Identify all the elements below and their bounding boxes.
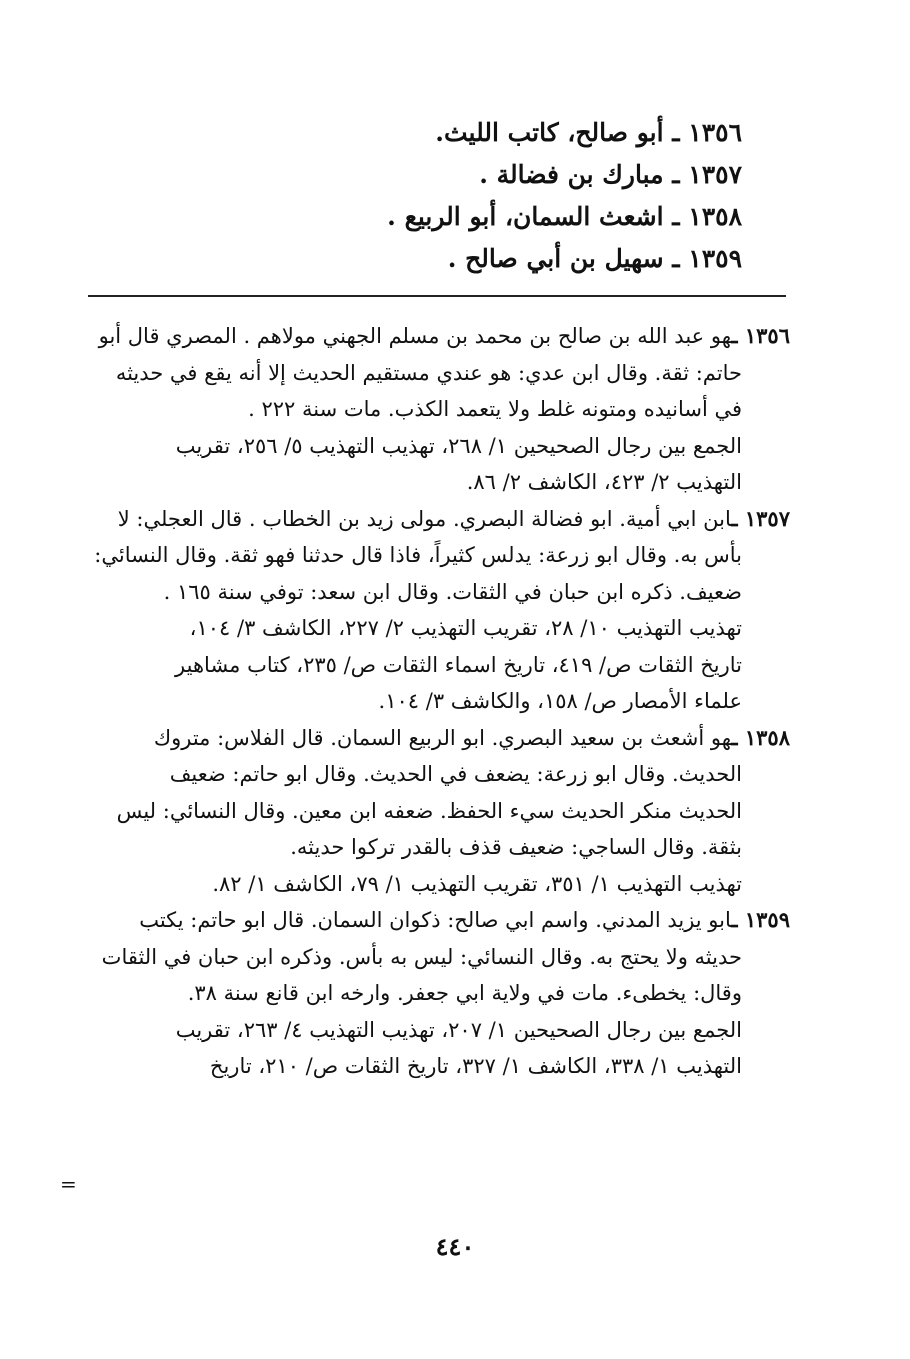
footnote-line: ١٣٥٨ ـهو أشعث بن سعيد البصري. ابو الربيع السمان. قال الفلاس: متروك [153, 724, 790, 750]
footnote-reference: التهذيب ٢/ ٤٢٣، الكاشف ٢/ ٨٦. [466, 470, 742, 494]
footnote-separator [88, 295, 786, 297]
footnote-reference: تهذيب التهذيب ١/ ٣٥١، تقريب التهذيب ١/ ٧٩، الكاشف ١/ ٨٢. [212, 871, 742, 896]
main-entries-list [182, 112, 742, 280]
footnote-line: الحديث منكر الحديث سيء الحفظ. ضعفه ابن معين. وقال النسائي: ليس [116, 798, 742, 823]
footnotes [92, 318, 790, 1085]
footnote-line: الحديث. وقال ابو زرعة: يضعف في الحديث. وقال ابو حاتم: ضعيف [169, 762, 742, 786]
footnote-line: حديثه ولا يحتج به. وقال النسائي: ليس به بأس. وذكره ابن حبان في الثقات [101, 944, 742, 969]
footnote-number: ١٣٥٦ ـ [731, 323, 790, 348]
footnote-line: ١٣٥٦ ـهو عبد الله بن صالح بن محمد بن مسلم الجهني مولاهم . المصري قال أبو [98, 323, 790, 348]
main-entry: ١٣٥٨ ـ اشعث السمان، أبو الربيع . [387, 202, 742, 231]
footnote-reference: علماء الأمصار ص/ ١٥٨، والكاشف ٣/ ١٠٤. [378, 689, 742, 713]
footnote-reference: التهذيب ١/ ٣٣٨، الكاشف ١/ ٣٢٧، تاريخ الثقات ص/ ٢١٠، تاريخ [209, 1054, 742, 1078]
footnote-line: ١٣٥٧ ـابن ابي أمية. ابو فضالة البصري. مولى زيد بن الخطاب . قال العجلي: لا [117, 505, 790, 531]
footnote-line: ضعيف. ذكره ابن حبان في الثقات. وقال ابن سعد: توفي سنة ١٦٥ . [163, 579, 742, 604]
footnote-number: ١٣٥٩ ـ [731, 907, 790, 932]
main-entry: ١٣٥٦ ـ أبو صالح، كاتب الليث. [435, 118, 742, 147]
footnote-1358 [92, 720, 790, 903]
page-number: ٤٤٠ [435, 1232, 475, 1261]
footnote-1359 [92, 902, 790, 1085]
footnote-line: ١٣٥٩ ـابو يزيد المدني. واسم ابي صالح: ذكوان السمان. قال ابو حاتم: يكتب [139, 907, 790, 932]
footnote-line: حاتم: ثقة. وقال ابن عدي: هو عندي مستقيم الحديث إلا أنه يقع في حديثه [115, 360, 742, 385]
footnote-number: ١٣٥٧ ـ [731, 505, 790, 531]
footnote-reference: الجمع بين رجال الصحيحين ١/ ٢٦٨، تهذيب التهذيب ٥/ ٢٥٦، تقريب [175, 433, 742, 458]
footnote-1356 [92, 318, 790, 501]
footnote-line: بثقة. وقال الساجي: ضعيف قذف بالقدر تركوا حديثه. [290, 835, 742, 859]
footnote-reference: الجمع بين رجال الصحيحين ١/ ٢٠٧، تهذيب التهذيب ٤/ ٢٦٣، تقريب [175, 1017, 742, 1042]
continuation-mark: = [60, 1172, 77, 1196]
footnote-reference: تهذيب التهذيب ١٠/ ٢٨، تقريب التهذيب ٢/ ٢٢٧، الكاشف ٣/ ١٠٤، [189, 616, 742, 640]
footnote-reference: تاريخ الثقات ص/ ٤١٩، تاريخ اسماء الثقات ص/ ٢٣٥، كتاب مشاهير [175, 652, 742, 677]
footnote-line: في أسانيده ومتونه غلط ولا يتعمد الكذب. مات سنة ٢٢٢ . [248, 397, 742, 421]
footnote-line: وقال: يخطىء. مات في ولاية ابي جعفر. وارخه ابن قانع سنة ٣٨. [187, 981, 742, 1005]
footnote-number: ١٣٥٨ ـ [731, 724, 790, 750]
footnote-line: بأس به. وقال ابو زرعة: يدلس كثيراً، فاذا قال حدثنا فهو ثقة. وقال النسائي: [94, 543, 742, 567]
footnote-1357 [92, 501, 790, 720]
main-entry: ١٣٥٩ ـ سهيل بن أبي صالح . [447, 244, 742, 273]
main-entry: ١٣٥٧ ـ مبارك بن فضالة . [479, 160, 742, 189]
